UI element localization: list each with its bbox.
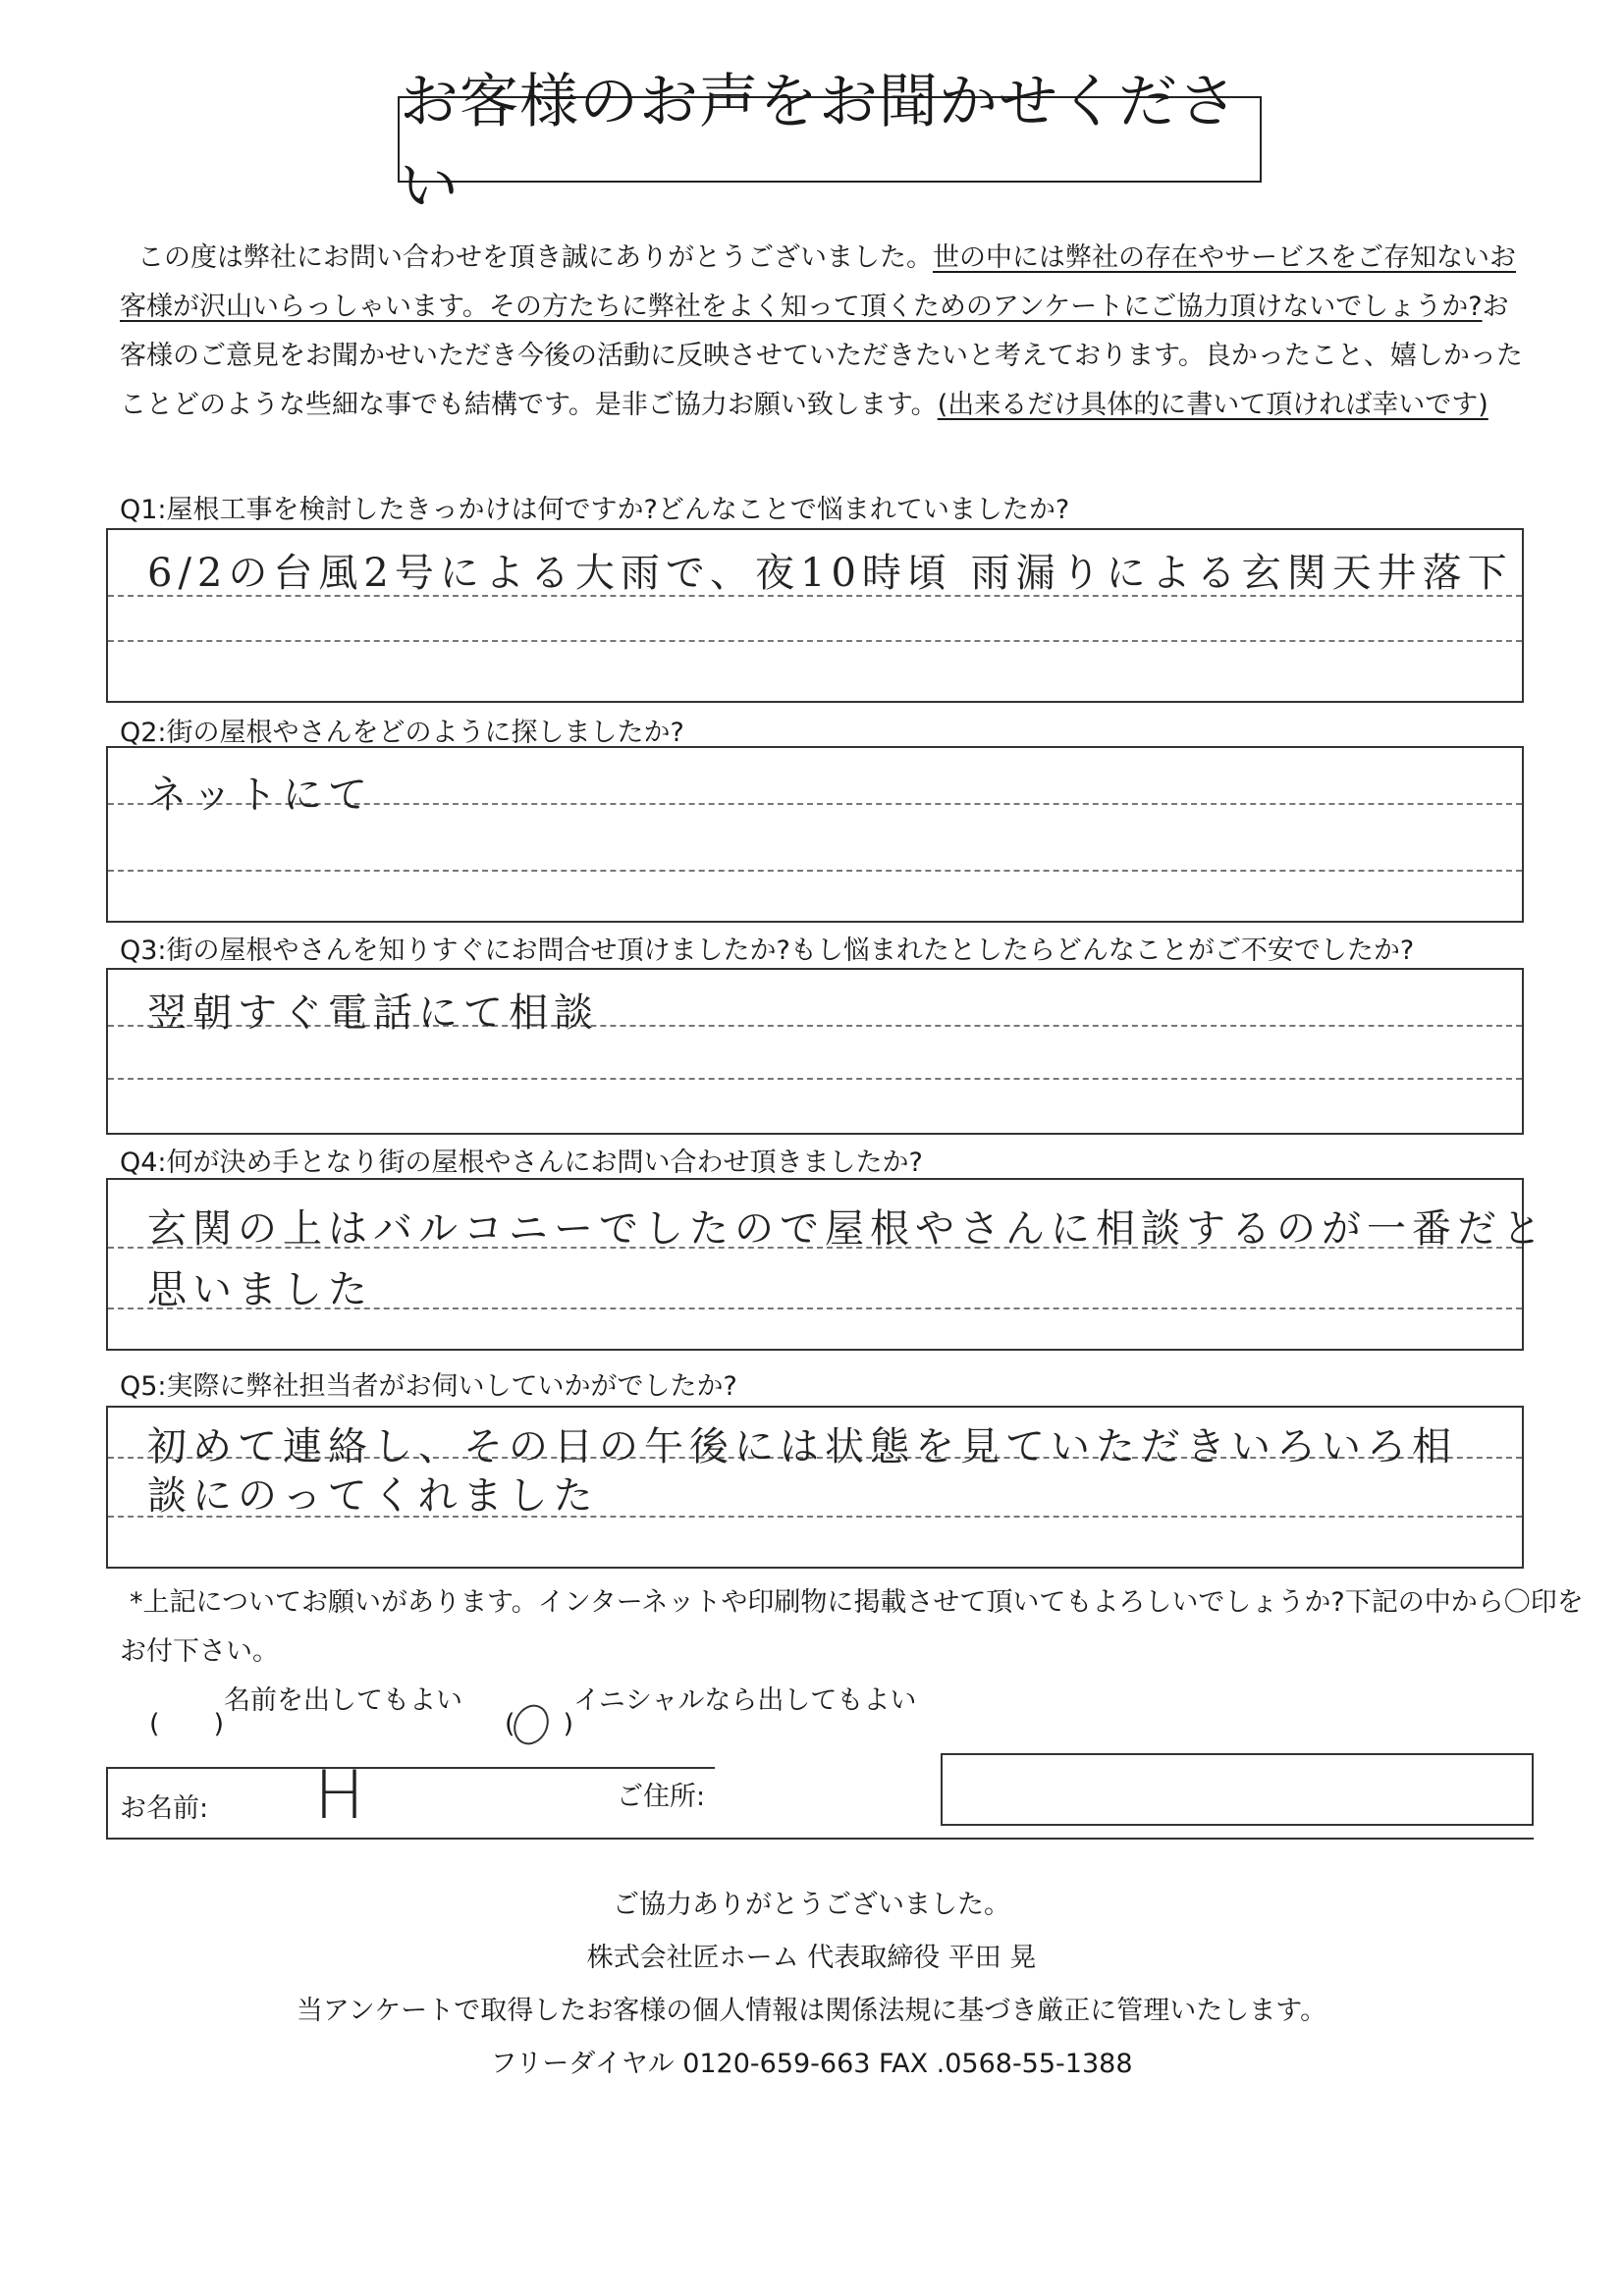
name-value: H <box>314 1757 365 1835</box>
answer-4-line-1: 玄関の上はバルコニーでしたので屋根やさんに相談するのが一番だと <box>147 1206 1547 1252</box>
intro-paragraph <box>120 234 1534 430</box>
answer-4-line-2: 思いました <box>147 1267 373 1312</box>
answer-1-line-1: 6/2の台風2号による大雨で、夜10時頃 雨漏りによる玄関天井落下 <box>147 551 1513 596</box>
consent-note-line-2: お付下さい。 <box>120 1636 279 1667</box>
question-1-label: Q1:屋根工事を検討したきっかけは何ですか?どんなことで悩まれていましたか? <box>120 495 1070 525</box>
option-name-allowed[interactable] <box>149 1679 462 1717</box>
question-4-label: Q4:何が決め手となり街の屋根やさんにお問い合わせ頂きましたか? <box>120 1148 923 1178</box>
question-2-label: Q2:街の屋根やさんをどのように探しましたか? <box>120 718 684 748</box>
intro-part-4: (出来るだけ具体的に書いて頂ければ幸いです) <box>937 390 1488 420</box>
option-initial-allowed[interactable] <box>505 1679 916 1717</box>
circle-mark-icon <box>508 1699 556 1750</box>
footer-thanks: ご協力ありがとうございました。 <box>613 1890 1010 1920</box>
intro-part-1: この度は弊社にお問い合わせを頂き誠にありがとうございました。 <box>137 242 933 273</box>
answer-5-line-1: 初めて連絡し、その日の午後には状態を見ていただきいろいろ相 <box>147 1424 1457 1469</box>
option-initial-label: イニシャルなら出してもよい <box>573 1685 917 1716</box>
question-5-label: Q5:実際に弊社担当者がお伺いしていかがでしたか? <box>120 1371 737 1402</box>
intro-part-2: 世の中には弊社の存在やサービスをご存知ないお客様が沢山いらっしゃいます。その方たちに弊社をよく知って頂くためのアンケートにご協力頂けないでしょうか? <box>120 242 1516 322</box>
answer-3-line-1: 翌朝すぐ電話にて相談 <box>147 990 599 1036</box>
answer-5-box[interactable] <box>106 1406 1524 1569</box>
answer-3-box[interactable] <box>106 968 1524 1135</box>
name-label: お名前: <box>120 1793 209 1824</box>
page-title: お客様のお声をお聞かせください <box>398 96 1262 183</box>
address-field[interactable] <box>941 1753 1534 1826</box>
option-name-label: 名前を出してもよい <box>224 1685 462 1716</box>
address-label: ご住所: <box>617 1782 706 1812</box>
answer-5-line-2: 談にのってくれました <box>147 1473 599 1519</box>
footer-company: 株式会社匠ホーム 代表取締役 平田 晃 <box>586 1943 1037 1973</box>
answer-2-line-1: ネットにて <box>147 773 373 818</box>
intro-part-3: お客様のご意見をお聞かせいただき今後の活動に反映させていただきたいと考えております。良かったこと、嬉しかったことどのような些細な事でも結構です。是非ご協力お願い致します。 <box>120 292 1523 420</box>
address-underline <box>715 1838 1534 1840</box>
footer-privacy: 当アンケートで取得したお客様の個人情報は関係法規に基づき厳正に管理いたします。 <box>296 1996 1327 2026</box>
question-3-label: Q3:街の屋根やさんを知りすぐにお問合せ頂けましたか?もし悩まれたとしたらどんなことがご不安でしたか? <box>120 935 1415 966</box>
answer-2-box[interactable] <box>106 746 1524 923</box>
consent-note-line-1: *上記についてお願いがあります。インターネットや印刷物に掲載させて頂いてもよろしいでしょうか?下記の中から〇印を <box>130 1587 1584 1618</box>
answer-1-box[interactable] <box>106 528 1524 703</box>
answer-4-box[interactable] <box>106 1178 1547 1351</box>
footer-contact: フリーダイヤル 0120-659-663 FAX .0568-55-1388 <box>490 2049 1133 2079</box>
